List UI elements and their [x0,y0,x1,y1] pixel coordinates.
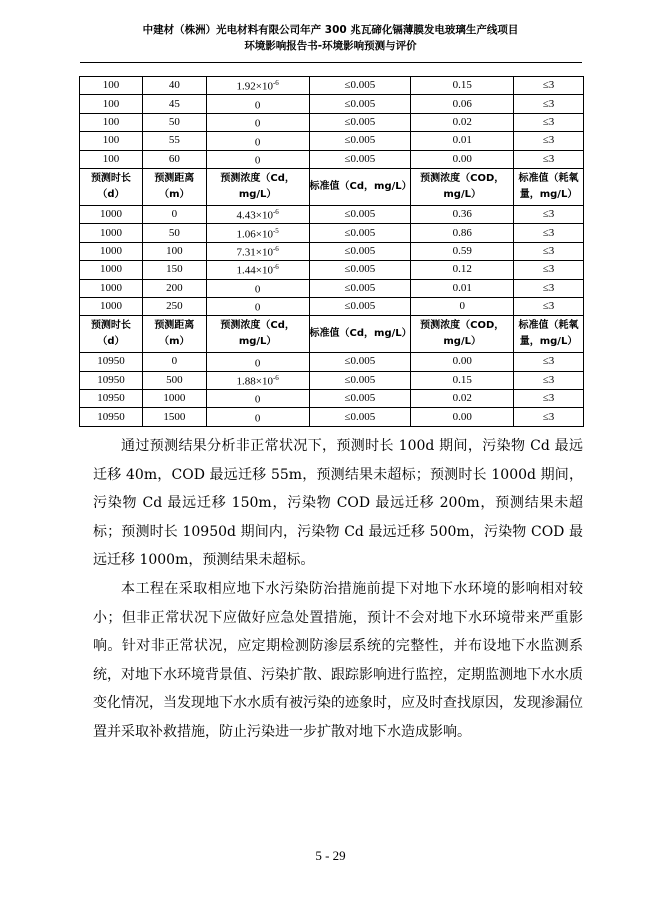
prediction-table [79,76,584,427]
table-cell: ≤3 [514,242,584,260]
table-header-cell: 标准值（耗氧量，mg/L） [514,168,584,205]
table-cell: 1000 [80,205,143,223]
paragraph-2: 本工程在采取相应地下水污染防治措施前提下对地下水环境的影响相对较小；但非正常状况下应做好应急处置措施，预计不会对地下水环境带来严重影响。针对非正常状况，应定期检测防渗层系统的完整性，并布设地下水监测系统，对地下水环境背景值、污染扩散、跟踪影响进行监控，定期监测地下水水质变化情况，当发现地下水水质有被污染的迹象时，应及时查找原因，发现渗漏位置并采取补救措施，防止污染进一步扩散对地下水造成影响。 [93,580,583,740]
table-cell: 0.02 [411,390,514,408]
table-cell: 45 [142,95,206,113]
table-cell: ≤3 [514,261,584,279]
table-cell: 250 [142,297,206,315]
table-cell: 10950 [80,353,143,371]
table-cell: $7.31\times 10^{-6}$ [206,242,309,260]
table-cell: 100 [80,132,143,150]
table-cell: 0 [206,132,309,150]
table-cell: $1.92\times 10^{-6}$ [206,77,309,95]
table-cell: ≤3 [514,408,584,426]
table-row [80,261,584,279]
table-cell: 1000 [80,224,143,242]
table-header-cell: 预测时长（d） [80,316,143,353]
table-cell: 1000 [80,279,143,297]
table-cell: ≤0.005 [309,132,411,150]
table-cell: 60 [142,150,206,168]
table-header-cell: 标准值（Cd，mg/L） [309,168,411,205]
table-cell: ≤0.005 [309,353,411,371]
table-cell: ≤3 [514,113,584,131]
table-row [80,353,584,371]
table-cell: 0.59 [411,242,514,260]
table-row [80,371,584,389]
table-cell: 100 [80,113,143,131]
table-header-row [80,168,584,205]
header-section-title: 环境影响报告书-环境影响预测与评价 [244,40,417,52]
table-cell: 10950 [80,408,143,426]
table-cell: ≤3 [514,132,584,150]
table-cell: 1000 [80,261,143,279]
table-cell: ≤3 [514,77,584,95]
table-header-cell: 预测时长（d） [80,168,143,205]
table-cell: $1.44\times 10^{-6}$ [206,261,309,279]
table-cell: 0.15 [411,77,514,95]
table-cell: ≤0.005 [309,205,411,223]
table-cell: 50 [142,224,206,242]
table-cell: 0.36 [411,205,514,223]
table-cell: 0 [206,353,309,371]
table-cell: 0 [142,353,206,371]
table-cell: 0 [206,297,309,315]
table-cell: ≤0.005 [309,113,411,131]
table-cell: 0.15 [411,371,514,389]
table-cell: 0 [206,95,309,113]
table-row [80,132,584,150]
table-row [80,77,584,95]
table-header-cell: 预测距离（m） [142,168,206,205]
table-cell: 0 [411,297,514,315]
table-cell: 0 [206,279,309,297]
table-cell: ≤3 [514,371,584,389]
table-cell: ≤3 [514,297,584,315]
table-row [80,205,584,223]
table-row [80,113,584,131]
table-cell: ≤3 [514,224,584,242]
table-cell: 0.01 [411,132,514,150]
table-cell: $1.06\times 10^{-5}$ [206,224,309,242]
table-cell: 200 [142,279,206,297]
table-cell: 1000 [142,390,206,408]
table-header-cell: 标准值（Cd，mg/L） [309,316,411,353]
table-cell: ≤0.005 [309,408,411,426]
table-cell: 100 [142,242,206,260]
page-number: 5 - 29 [315,848,346,863]
table-cell: 0 [206,390,309,408]
table-row [80,150,584,168]
table-row [80,297,584,315]
table-cell: ≤0.005 [309,224,411,242]
table-row [80,224,584,242]
table-cell: ≤0.005 [309,77,411,95]
table-cell: 50 [142,113,206,131]
table-cell: ≤0.005 [309,390,411,408]
table-cell: 0.00 [411,408,514,426]
table-cell: 10950 [80,390,143,408]
table-header-cell: 预测浓度（COD，mg/L） [411,316,514,353]
table-cell: ≤3 [514,390,584,408]
paragraph-1: 通过预测结果分析非正常状况下，预测时长 100d 期间，污染物 Cd 最远迁移 40m，COD 最远迁移 55m，预测结果未超标；预测时长 1000d 期间，污染物 Cd 最远迁移 150m，污染物 COD 最远迁移 200m，预测结果未超标；预测时长 10950d 期间内，污染物 Cd 最远迁移 500m，污染物 COD 最远迁移 1000m，预测结果未超标。 [93,438,583,569]
table-cell: 10950 [80,371,143,389]
table-row [80,279,584,297]
table-header-row [80,316,584,353]
table-cell: ≤3 [514,353,584,371]
table-cell: 55 [142,132,206,150]
table-cell: 1500 [142,408,206,426]
table-header-cell: 预测距离（m） [142,316,206,353]
analysis-text [93,432,583,747]
header-project-title: 中建材（株洲）光电材料有限公司年产 300 兆瓦碲化镉薄膜发电玻璃生产线项目 [142,24,519,36]
table-header-cell: 预测浓度（Cd，mg/L） [206,168,309,205]
table-cell: ≤0.005 [309,261,411,279]
table-cell: ≤0.005 [309,297,411,315]
table-header-cell: 预测浓度（COD，mg/L） [411,168,514,205]
table-row [80,408,584,426]
table-cell: 0 [206,113,309,131]
table-cell: 0 [142,205,206,223]
table-header-cell: 标准值（耗氧量，mg/L） [514,316,584,353]
table-cell: 0.02 [411,113,514,131]
table-cell: ≤3 [514,95,584,113]
table-row [80,242,584,260]
table-cell: 0.12 [411,261,514,279]
header-rule [80,62,582,63]
table-cell: 150 [142,261,206,279]
table-cell: ≤3 [514,279,584,297]
table-cell: 0.06 [411,95,514,113]
table-cell: 0.86 [411,224,514,242]
table-cell: 40 [142,77,206,95]
table-cell: 100 [80,150,143,168]
table-row [80,390,584,408]
table-cell: ≤0.005 [309,279,411,297]
table-header-cell: 预测浓度（Cd，mg/L） [206,316,309,353]
table-cell: ≤3 [514,150,584,168]
table-cell: ≤3 [514,205,584,223]
table-cell: ≤0.005 [309,95,411,113]
table-cell: $4.43\times 10^{-6}$ [206,205,309,223]
table-cell: 0.00 [411,353,514,371]
table-cell: 0.01 [411,279,514,297]
table-cell: 100 [80,95,143,113]
table-cell: ≤0.005 [309,242,411,260]
table-cell: 1000 [80,297,143,315]
table-cell: 0.00 [411,150,514,168]
table-cell: $1.88\times 10^{-6}$ [206,371,309,389]
page-header [0,22,661,54]
table-cell: ≤0.005 [309,371,411,389]
table-cell: 0 [206,408,309,426]
table-cell: ≤0.005 [309,150,411,168]
table-cell: 500 [142,371,206,389]
table-cell: 100 [80,77,143,95]
table-cell: 0 [206,150,309,168]
table-row [80,95,584,113]
table-cell: 1000 [80,242,143,260]
